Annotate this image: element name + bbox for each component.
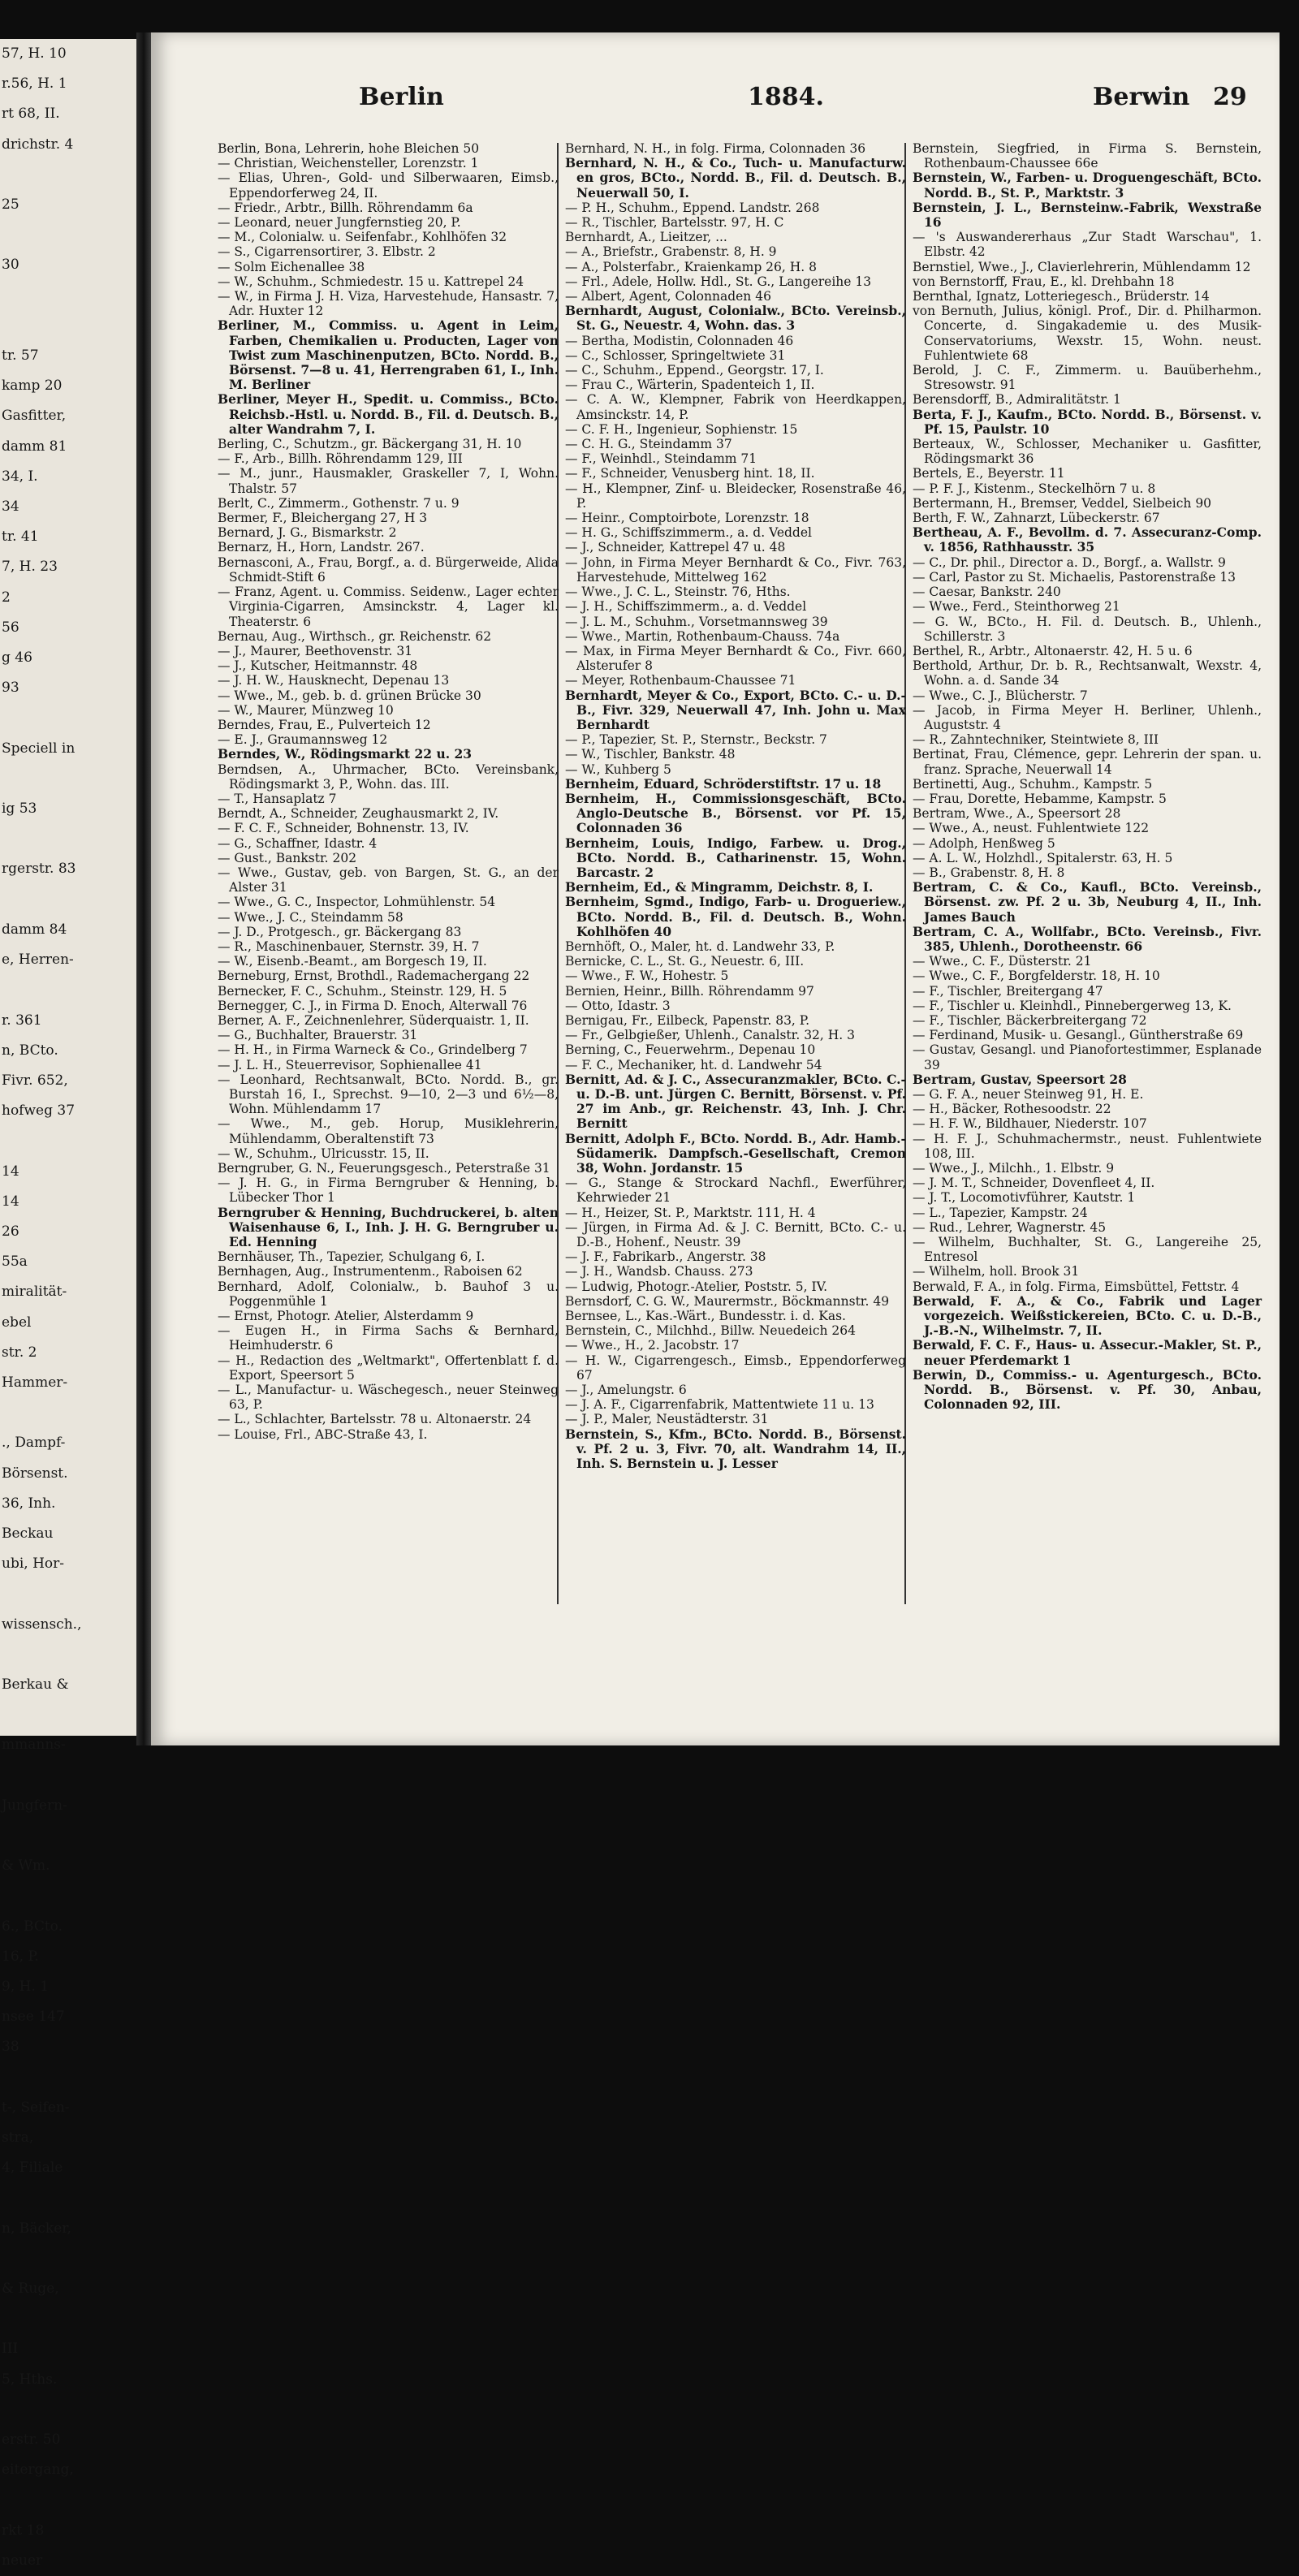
directory-entry: — B., Grabenstr. 8, H. 8 — [913, 865, 1065, 880]
facing-page-line: 56 — [2, 619, 19, 636]
facing-page-line: 14 — [2, 1193, 19, 1210]
facing-page-line: eitergang, — [2, 2462, 74, 2479]
directory-entry: Bernstein, C., Milchhd., Billw. Neuedeich 264 — [565, 1323, 856, 1339]
directory-entry: — Gustav, Gesangl. und Pianofortestimmer, Esplanade 39 — [913, 1042, 1262, 1072]
directory-entry: Bernecker, F. C., Schuhm., Steinstr. 129, H. 5 — [218, 983, 507, 999]
directory-entry: — J., Maurer, Beethovenstr. 31 — [218, 643, 413, 658]
directory-entry: — Leonard, neuer Jungfernstieg 20, P. — [218, 215, 461, 231]
facing-page-line — [0, 1398, 136, 1428]
directory-entry: — F., Weinhdl., Steindamm 71 — [565, 451, 757, 467]
facing-page-line — [0, 1640, 136, 1670]
directory-entry: Bertinat, Frau, Clémence, gepr. Lehrerin der span. u. franz. Sprache, Neuerwall 14 — [913, 747, 1262, 777]
directory-entry: Bernasconi, A., Frau, Borgf., a. d. Bürgerweide, Alida Schmidt-Stift 6 — [218, 554, 559, 585]
directory-entry: Berliner, M., Commiss. u. Agent in Leim, Farben, Chemikalien u. Producten, Lager von Twist zum Maschinenputzen, BCto. Nordd. B., Börsenst. 7—8 u. 41, Herrengraben 61, I., Inh. M. Berliner — [218, 317, 559, 393]
facing-page-line: Speciell in — [2, 740, 76, 757]
directory-entry: — G., Buchhalter, Brauerstr. 31 — [218, 1028, 418, 1043]
directory-entry: — H. G., Schiffszimmerm., a. d. Veddel — [565, 525, 812, 541]
directory-entry: — Ludwig, Photogr.-Atelier, Poststr. 5, IV. — [565, 1279, 828, 1294]
directory-entry: — Solm Eichenallee 38 — [218, 259, 365, 274]
directory-entry: — H. W., Cigarrengesch., Eimsb., Eppendorferweg 67 — [565, 1353, 906, 1383]
directory-entry: — J. L. M., Schuhm., Vorsetmannsweg 39 — [565, 614, 828, 629]
directory-entry: Berling, C., Schutzm., gr. Bäckergang 31, H. 10 — [218, 437, 522, 452]
facing-page-line: Beckau — [2, 1525, 54, 1542]
directory-entry: — Friedr., Arbtr., Billh. Röhrendamm 6a — [218, 200, 473, 215]
directory-entry: Bernhardt, A., Lieitzer, ... — [565, 230, 727, 245]
facing-page-line — [0, 885, 136, 915]
facing-page-line: Hammer- — [2, 1374, 68, 1391]
directory-entry: — Christian, Weichensteller, Lorenzstr. 1 — [218, 156, 479, 171]
header-year: 1884. — [748, 83, 824, 111]
directory-entry: — M., junr., Hausmakler, Graskeller 7, I, Wohn. Thalstr. 57 — [218, 466, 559, 496]
directory-entry: — G., Stange & Strockard Nachfl., Ewerführer, Kehrwieder 21 — [565, 1176, 906, 1206]
facing-page-line: n, BCto. — [2, 1042, 58, 1059]
facing-page-line — [0, 311, 136, 341]
directory-entry: — A. L. W., Holzhdl., Spitalerstr. 63, H. 5 — [913, 850, 1173, 865]
directory-entry: — J. F., Fabrikarb., Angerstr. 38 — [565, 1249, 766, 1265]
directory-entry: Bernhard, Adolf, Colonialw., b. Bauhof 3 u. Poggenmühle 1 — [218, 1279, 559, 1309]
directory-entry: Bernstein, S., Kfm., BCto. Nordd. B., Börsenst. v. Pf. 2 u. 3, Fivr. 70, alt. Wandrahm 14, II., Inh. S. Bernstein u. J. Lesser — [565, 1426, 906, 1472]
facing-page-line: 2 — [2, 589, 11, 606]
facing-page-line: g 46 — [2, 649, 32, 667]
facing-page-line: Fivr. 652, — [2, 1072, 68, 1089]
directory-entry: — Ferdinand, Musik- u. Gesangl., Güntherstraße 69 — [913, 1028, 1244, 1043]
facing-page-line — [0, 1126, 136, 1156]
directory-entry: — John, in Firma Meyer Bernhardt & Co., Fivr. 763, Harvestehude, Mittelweg 162 — [565, 554, 906, 585]
facing-page-line: rgerstr. 83 — [2, 861, 76, 878]
facing-page-line: 55a — [2, 1253, 28, 1271]
facing-page-line: 57, H. 10 — [2, 45, 67, 62]
directory-entry: Bertels, E., Beyerstr. 11 — [913, 466, 1065, 481]
facing-page-line: Berkau & — [2, 1676, 69, 1693]
directory-entry: Bernigau, Fr., Eilbeck, Papenstr. 83, P. — [565, 1012, 809, 1028]
directory-entry: Bernheim, Louis, Indigo, Farbew. u. Drog., BCto. Nordd. B., Catharinenstr. 15, Wohn. Barcastr. 2 — [565, 835, 906, 880]
facing-page-line: r.56, H. 1 — [2, 76, 67, 93]
directory-entry: — F., Tischler, Bäckerbreitergang 72 — [913, 1012, 1147, 1028]
facing-page-line: str. 2 — [2, 1344, 37, 1361]
facing-page-fragment — [0, 39, 139, 2569]
directory-entry: — Wwe., J. C., Steindamm 58 — [218, 909, 404, 925]
facing-page-line: 9, H. 1 — [2, 1978, 50, 1995]
directory-entry: — J. H., Wandsb. Chauss. 273 — [565, 1264, 753, 1279]
directory-column-3 — [913, 141, 1262, 1412]
directory-entry: Bernarz, H., Horn, Landstr. 267. — [218, 540, 425, 555]
facing-page-line: tr. 57 — [2, 347, 39, 365]
facing-page-line — [0, 2244, 136, 2274]
directory-entry: Berndsen, A., Uhrmacher, BCto. Vereinsbank, Rödingsmarkt 3, P., Wohn. das. III. — [218, 762, 559, 792]
directory-entry: Bernhardt, Meyer & Co., Export, BCto. C.- u. D.-B., Fivr. 329, Neuerwall 47, Inh. John u. Max Bernhardt — [565, 687, 906, 732]
directory-entry: — J. T., Locomotivführer, Kautstr. 1 — [913, 1190, 1136, 1206]
directory-entry: Bernheim, H., Commissionsgeschäft, BCto. Anglo-Deutsche B., Börsenst. vor Pf. 15, Colonnaden 36 — [565, 790, 906, 836]
directory-entry: — Ernst, Photogr. Atelier, Alsterdamm 9 — [218, 1309, 474, 1324]
directory-entry: — E. J., Graumannsweg 12 — [218, 732, 388, 748]
directory-entry: — Wwe., Martin, Rothenbaum-Chauss. 74a — [565, 628, 840, 644]
facing-page-line — [0, 2485, 136, 2515]
directory-entry: — Wwe., Ferd., Steinthorweg 21 — [913, 599, 1120, 615]
directory-entry: — F., Tischler, Breitergang 47 — [913, 983, 1103, 999]
directory-entry: Berndes, W., Rödingsmarkt 22 u. 23 — [218, 746, 473, 762]
directory-entry: Bernheim, Eduard, Schröderstiftstr. 17 u. 18 — [565, 775, 882, 792]
directory-entry: — M., Colonialw. u. Seifenfabr., Kohlhöfen 32 — [218, 230, 507, 245]
directory-entry: — W., Schuhm., Schmiedestr. 15 u. Kattrepel 24 — [218, 274, 524, 289]
book-gutter — [136, 32, 151, 1745]
directory-entry: Berndt, A., Schneider, Zeughausmarkt 2, IV. — [218, 806, 499, 822]
directory-entry: — F. C., Mechaniker, ht. d. Landwehr 54 — [565, 1057, 822, 1072]
facing-page-line — [0, 2395, 136, 2425]
directory-entry: — 's Auswandererhaus „Zur Stadt Warschau", 1. Elbstr. 42 — [913, 230, 1262, 260]
directory-entry: — F., Arb., Billh. Röhrendamm 129, III — [218, 451, 463, 467]
directory-entry: — Wwe., M., geb. Horup, Musiklehrerin, Mühlendamm, Oberaltenstift 73 — [218, 1116, 559, 1146]
directory-entry: — F., Tischler u. Kleinhdl., Pinnebergerweg 13, K. — [913, 998, 1232, 1013]
directory-entry: — Wwe., M., geb. b. d. grünen Brücke 30 — [218, 688, 481, 703]
directory-entry: — W., Kuhberg 5 — [565, 762, 671, 777]
facing-page-line: ebel — [2, 1314, 32, 1331]
directory-entry: — Wwe., G. C., Inspector, Lohmühlenstr. 54 — [218, 895, 496, 910]
directory-entry: — A., Polsterfabr., Kraienkamp 26, H. 8 — [565, 259, 817, 274]
directory-entry: Bernhäuser, Th., Tapezier, Schulgang 6, I. — [218, 1249, 486, 1265]
directory-entry: — H. F. J., Schuhmachermstr., neust. Fuhlentwiete 108, III. — [913, 1131, 1262, 1161]
directory-entry: Bermer, F., Bleichergang 27, H 3 — [218, 511, 428, 526]
directory-entry: Bertermann, H., Bremser, Veddel, Sielbeich 90 — [913, 495, 1212, 511]
facing-page-line — [0, 220, 136, 250]
header-right-running-title: Berwin — [1093, 83, 1190, 111]
directory-entry: Bertram, Wwe., A., Speersort 28 — [913, 806, 1121, 822]
directory-entry: Bernicke, C. L., St. G., Neuestr. 6, III. — [565, 954, 805, 969]
directory-entry: — J. H., Schiffszimmerm., a. d. Veddel — [565, 599, 807, 615]
directory-entry: — Frau C., Wärterin, Spadenteich 1, II. — [565, 378, 815, 393]
directory-entry: — R., Zahntechniker, Steintwiete 8, III — [913, 732, 1159, 748]
directory-entry: — Fr., Gelbgießer, Uhlenh., Canalstr. 32, H. 3 — [565, 1028, 855, 1043]
directory-entry: — L., Tapezier, Kampstr. 24 — [913, 1205, 1088, 1220]
directory-entry: — W., Eisenb.-Beamt., am Borgesch 19, II. — [218, 954, 487, 969]
directory-entry: — W., Tischler, Bankstr. 48 — [565, 747, 736, 762]
directory-entry: — Jürgen, in Firma Ad. & J. C. Bernitt, BCto. C.- u. D.-B., Hohenf., Neustr. 39 — [565, 1219, 906, 1250]
directory-entry: — Caesar, Bankstr. 240 — [913, 585, 1061, 600]
directory-entry: von Bernuth, Julius, königl. Prof., Dir. d. Philharmon. Concerte, d. Singakademie u. des Musik-Conservatoriums, Wexstr. 15, Wohn. neust. Fuhlentwiete 68 — [913, 304, 1262, 363]
directory-entry: Berth, F. W., Zahnarzt, Lübeckerstr. 67 — [913, 511, 1160, 526]
directory-entry: — Albert, Agent, Colonnaden 46 — [565, 289, 771, 304]
facing-page-line: drichstr. 4 — [2, 136, 74, 153]
directory-entry: Berthel, R., Arbtr., Altonaerstr. 42, H. 5 u. 6 — [913, 643, 1193, 658]
directory-entry: — Wwe., F. W., Hohestr. 5 — [565, 969, 729, 984]
directory-entry: — Bertha, Modistin, Colonnaden 46 — [565, 333, 794, 348]
directory-entry: Bernstiel, Wwe., J., Clavierlehrerin, Mühlendamm 12 — [913, 259, 1251, 274]
facing-page-line: rt 68, II. — [2, 106, 60, 123]
facing-page-line: 14 — [2, 1163, 19, 1180]
facing-page-line: mmanns- — [2, 1737, 66, 1754]
directory-column-2 — [565, 141, 906, 1471]
directory-entry: — H., Bäcker, Rothesoodstr. 22 — [913, 1102, 1111, 1117]
directory-entry: — J., Schneider, Kattrepel 47 u. 48 — [565, 540, 786, 555]
directory-entry: — Wwe., J. C. L., Steinstr. 76, Hths. — [565, 585, 791, 600]
directory-entry: — Wilhelm, holl. Brook 31 — [913, 1264, 1080, 1279]
directory-entry: — R., Tischler, Bartelsstr. 97, H. C — [565, 215, 784, 231]
directory-entry: — S., Cigarrensortirer, 3. Elbstr. 2 — [218, 244, 436, 260]
directory-entry: Bertram, C. A., Wollfabr., BCto. Vereinsb., Fivr. 385, Uhlenh., Dorotheenstr. 66 — [913, 923, 1262, 954]
directory-entry: — Wwe., H., 2. Jacobstr. 17 — [565, 1338, 740, 1353]
directory-entry: — Max, in Firma Meyer Bernhardt & Co., Fivr. 660, Alsterufer 8 — [565, 643, 906, 674]
directory-entry: Bernsee, L., Kas.-Wärt., Bundesstr. i. d. Kas. — [565, 1309, 846, 1324]
facing-page-line: neuer — [2, 2552, 43, 2569]
directory-entry: Berthold, Arthur, Dr. b. R., Rechtsanwalt, Wexstr. 4, Wohn. a. d. Sande 34 — [913, 658, 1262, 688]
page-number: 29 — [1213, 83, 1247, 111]
facing-page-line: damm 84 — [2, 921, 67, 938]
directory-entry: Bertinetti, Aug., Schuhm., Kampstr. 5 — [913, 776, 1153, 792]
facing-page-line: 34, I. — [2, 468, 38, 485]
directory-entry: — R., Maschinenbauer, Sternstr. 39, H. 7 — [218, 938, 480, 954]
directory-entry: — J. P., Maler, Neustädterstr. 31 — [565, 1412, 769, 1427]
directory-entry: Berta, F. J., Kaufm., BCto. Nordd. B., Börsenst. v. Pf. 15, Paulstr. 10 — [913, 406, 1262, 437]
facing-page-line — [0, 1579, 136, 1609]
directory-entry: Bernien, Heinr., Billh. Röhrendamm 97 — [565, 983, 814, 999]
facing-page-line — [0, 1700, 136, 1730]
facing-page-line: 36, Inh. — [2, 1495, 56, 1512]
directory-entry: — C. H. G., Steindamm 37 — [565, 437, 732, 452]
facing-page-line — [0, 703, 136, 733]
facing-page-line — [0, 975, 136, 1005]
directory-entry: — Frl., Adele, Hollw. Hdl., St. G., Langereihe 13 — [565, 274, 872, 289]
facing-page-line: 5, Hths. — [2, 2371, 58, 2388]
facing-page-line: t-, Seifen- — [2, 2099, 70, 2116]
directory-entry: — H., Klempner, Zinf- u. Bleidecker, Rosenstraße 46, P. — [565, 481, 906, 511]
directory-entry: — L., Manufactur- u. Wäschegesch., neuer Steinweg 63, P. — [218, 1383, 559, 1413]
directory-entry: Berning, C., Feuerwehrm., Depenau 10 — [565, 1042, 816, 1058]
directory-entry: Bernstein, Siegfried, in Firma S. Bernstein, Rothenbaum-Chaussee 66e — [913, 141, 1262, 171]
directory-entry: Berwald, F. A., & Co., Fabrik und Lager vorgezeich. Weißstickereien, BCto. C. u. D.-B., J.-B.-N., Wilhelmstr. 7, II. — [913, 1292, 1262, 1339]
facing-page-line — [0, 281, 136, 311]
directory-entry: — Wwe., C. F., Borgfelderstr. 18, H. 10 — [913, 969, 1160, 984]
directory-entry: Berwald, F. C. F., Haus- u. Assecur.-Makler, St. P., neuer Pferdemarkt 1 — [913, 1337, 1262, 1368]
directory-entry: — H., Redaction des „Weltmarkt", Offertenblatt f. d. Export, Speersort 5 — [218, 1353, 559, 1383]
facing-page-line — [0, 1881, 136, 1911]
directory-entry: — W., Maurer, Münzweg 10 — [218, 702, 394, 718]
facing-page-line: r. 361 — [2, 1012, 42, 1029]
directory-entry: Bernthal, Ignatz, Lotteriegesch., Brüderstr. 14 — [913, 289, 1210, 304]
directory-entry: — J. L. H., Steuerrevisor, Sophienallee 41 — [218, 1057, 482, 1072]
facing-page-line: wissensch., — [2, 1616, 82, 1633]
directory-entry: Bernhard, N. H., & Co., Tuch- u. Manufacturw. en gros, BCto., Nordd. B., Fil. d. Deutsch. B., Neuerwall 50, I. — [565, 155, 906, 201]
facing-page-line — [0, 1821, 136, 1851]
facing-page-line: e, Herren- — [2, 951, 74, 969]
directory-entry: — J. H. W., Hausknecht, Depenau 13 — [218, 673, 450, 688]
directory-entry: — Rud., Lehrer, Wagnerstr. 45 — [913, 1219, 1107, 1235]
directory-entry: Bernstein, J. L., Bernsteinw.-Fabrik, Wexstraße 16 — [913, 199, 1262, 231]
directory-entry: — Wwe., C. J., Blücherstr. 7 — [913, 688, 1088, 703]
page-header — [208, 83, 1263, 132]
facing-page-line: damm 81 — [2, 438, 67, 455]
directory-entry: Bernard, J. G., Bismarkstr. 2 — [218, 525, 397, 541]
directory-entry: — Adolph, Henßweg 5 — [913, 835, 1055, 851]
directory-entry: Berneburg, Ernst, Brothdl., Rademachergang 22 — [218, 969, 530, 984]
facing-page-line: 7, H. 23 — [2, 559, 58, 576]
directory-entry: — C. F. H., Ingenieur, Sophienstr. 15 — [565, 421, 798, 437]
directory-entry: Bernau, Aug., Wirthsch., gr. Reichenstr. 62 — [218, 628, 492, 644]
directory-entry: — Gust., Bankstr. 202 — [218, 850, 357, 865]
directory-entry: Bernegger, C. J., in Firma D. Enoch, Alterwall 76 — [218, 998, 528, 1013]
directory-entry: Berndes, Frau, E., Pulverteich 12 — [218, 717, 431, 732]
directory-entry: — J. A. F., Cigarrenfabrik, Mattentwiete 11 u. 13 — [565, 1397, 874, 1413]
directory-entry: Bertram, Gustav, Speersort 28 — [913, 1071, 1127, 1087]
facing-page-line — [0, 2063, 136, 2093]
directory-entry: — P. H., Schuhm., Eppend. Landstr. 268 — [565, 200, 820, 215]
directory-entry: — H. H., in Firma Warneck & Co., Grindelberg 7 — [218, 1042, 528, 1058]
directory-entry: Berteaux, W., Schlosser, Mechaniker u. Gasfitter, Rödingsmarkt 36 — [913, 437, 1262, 467]
directory-entry: — P. F. J., Kistenm., Steckelhörn 7 u. 8 — [913, 481, 1156, 496]
facing-page-line: rkt 18 — [2, 2522, 45, 2539]
facing-page-line — [0, 764, 136, 794]
facing-page-line: miralität- — [2, 1284, 67, 1301]
facing-page-line: & Ruge, — [2, 2280, 59, 2298]
header-left-running-title: Berlin — [359, 83, 444, 111]
facing-page-lines — [0, 39, 136, 2576]
facing-page-line: 26 — [2, 1223, 19, 1240]
facing-page-line: tr. 41 — [2, 529, 39, 546]
directory-entry: Berngruber, G. N., Feuerungsgesch., Peterstraße 31 — [218, 1161, 550, 1176]
directory-entry: — Wwe., Gustav, geb. von Bargen, St. G., an der Alster 31 — [218, 865, 559, 895]
directory-entry: — J., Kutscher, Heitmannstr. 48 — [218, 658, 418, 674]
facing-page-line: 38 — [2, 2039, 19, 2056]
directory-entry: Bernsdorf, C. G. W., Maurermstr., Böckmannstr. 49 — [565, 1293, 890, 1309]
facing-page-line: 25 — [2, 196, 19, 214]
directory-entry: Berlin, Bona, Lehrerin, hohe Bleichen 50 — [218, 141, 480, 156]
facing-page-line — [0, 2304, 136, 2334]
facing-page-line: III — [2, 2341, 19, 2358]
facing-page-line: Gasfitter, — [2, 408, 67, 425]
directory-entry: Berensdorff, B., Admiralitätstr. 1 — [913, 392, 1121, 408]
facing-page-line: n, Bäcker, — [2, 2220, 71, 2237]
directory-entry: Bernhard, N. H., in folg. Firma, Colonnaden 36 — [565, 141, 866, 156]
facing-page-line: ig 53 — [2, 800, 37, 818]
directory-entry: — W., in Firma J. H. Viza, Harvestehude, Hansastr. 7, Adr. Huxter 12 — [218, 289, 559, 319]
facing-page-line: stra, — [2, 2129, 34, 2147]
directory-entry: — Franz, Agent. u. Commiss. Seidenw., Lager echter Virginia-Cigarren, Amsinckstr. 4, Lager kl. Theaterstr. 6 — [218, 585, 559, 629]
directory-entry: Berliner, Meyer H., Spedit. u. Commiss., BCto. Reichsb.-Hstl. u. Nordd. B., Fil. d. Deutsch. B., alter Wandrahm 7, I. — [218, 391, 559, 437]
directory-entry: Bernhagen, Aug., Instrumentenm., Raboisen 62 — [218, 1264, 523, 1279]
facing-page-line — [0, 1761, 136, 1791]
directory-entry: — Wwe., C. F., Düsterstr. 21 — [913, 954, 1092, 969]
directory-entry: — W., Schuhm., Ulricusstr. 15, II. — [218, 1146, 429, 1161]
directory-entry: Bertram, C. & Co., Kaufl., BCto. Vereinsb., Börsenst. zw. Pf. 2 u. 3b, Neuburg 4, II., Inh. James Bauch — [913, 879, 1262, 925]
directory-entry: Bernitt, Adolph F., BCto. Nordd. B., Adr. Hamb.-Südamerik. Dampfsch.-Gesellschaft, Cremon 38, Wohn. Jordanstr. 15 — [565, 1130, 906, 1176]
facing-page-line: & Wm. — [2, 1858, 50, 1875]
directory-entry: — Louise, Frl., ABC-Straße 43, I. — [218, 1426, 428, 1442]
directory-entry: Bernhöft, O., Maler, ht. d. Landwehr 33, P. — [565, 938, 835, 954]
directory-entry: Bernheim, Sgmd., Indigo, Farb- u. Drogueriew., BCto. Nordd. B., Fil. d. Deutsch. B., Wohn. Kohlhöfen 40 — [565, 894, 906, 939]
facing-page-line: Börsenst. — [2, 1465, 68, 1482]
directory-entry: — Wilhelm, Buchhalter, St. G., Langereihe 25, Entresol — [913, 1235, 1262, 1265]
directory-entry: Berngruber & Henning, Buchdruckerei, b. alten Waisenhause 6, I., Inh. J. H. G. Berngruber u. Ed. Henning — [218, 1204, 559, 1250]
directory-entry: — Heinr., Comptoirbote, Lorenzstr. 18 — [565, 511, 809, 526]
directory-entry: — G. W., BCto., H. Fil. d. Deutsch. B., Uhlenh., Schillerstr. 3 — [913, 614, 1262, 644]
facing-page-line: 4, Filiale — [2, 2160, 63, 2177]
directory-entry: — T., Hansaplatz 7 — [218, 791, 337, 806]
facing-page-line: nsee 147 — [2, 2009, 65, 2026]
directory-entry: — Otto, Idastr. 3 — [565, 998, 671, 1013]
directory-entry: — C., Dr. phil., Director a. D., Borgf., a. Wallstr. 9 — [913, 554, 1226, 570]
directory-entry: Bertheau, A. F., Bevollm. d. 7. Assecuranz-Comp. v. 1856, Rathhausstr. 35 — [913, 524, 1262, 555]
directory-entry: Bernstein, W., Farben- u. Droguengeschäft, BCto. Nordd. B., St. P., Marktstr. 3 — [913, 170, 1262, 201]
directory-entry: — C., Schlosser, Springeltwiete 31 — [565, 347, 786, 363]
directory-entry: — H., Heizer, St. P., Marktstr. 111, H. 4 — [565, 1205, 816, 1220]
facing-page-line — [0, 824, 136, 854]
facing-page-line: 34 — [2, 498, 19, 516]
directory-entry: Berlt, C., Zimmerm., Gothenstr. 7 u. 9 — [218, 495, 460, 511]
directory-entry: — F. C. F., Schneider, Bohnenstr. 13, IV. — [218, 821, 469, 836]
directory-entry: — F., Schneider, Venusberg hint. 18, II. — [565, 466, 815, 481]
directory-entry: Berwald, F. A., in folg. Firma, Eimsbüttel, Fettstr. 4 — [913, 1279, 1240, 1294]
directory-entry: — G., Schaffner, Idastr. 4 — [218, 835, 378, 851]
directory-entry: Bernheim, Ed., & Mingramm, Deichstr. 8, I. — [565, 879, 874, 895]
directory-entry: — Meyer, Rothenbaum-Chaussee 71 — [565, 673, 796, 688]
facing-page-line — [0, 160, 136, 190]
directory-entry: — J. D., Protgesch., gr. Bäckergang 83 — [218, 924, 462, 939]
directory-column-1 — [218, 141, 559, 1442]
directory-entry: — A., Briefstr., Grabenstr. 8, H. 9 — [565, 244, 777, 260]
directory-entry: — Eugen H., in Firma Sachs & Bernhard, Heimhuderstr. 6 — [218, 1323, 559, 1353]
facing-page-line: Jungfern- — [2, 1797, 67, 1814]
facing-page-line: 30 — [2, 257, 19, 274]
directory-entry: — J. M. T., Schneider, Dovenfleet 4, II. — [913, 1176, 1155, 1191]
directory-entry: — Carl, Pastor zu St. Michaelis, Pastorenstraße 13 — [913, 569, 1236, 585]
facing-page-line: ., Dampf- — [2, 1435, 66, 1452]
facing-page-line: 6., BCto. — [2, 1918, 63, 1935]
directory-entry: von Bernstorff, Frau, E., kl. Drehbahn 18 — [913, 274, 1175, 289]
directory-entry: — J. H. G., in Firma Berngruber & Henning, b. Lübecker Thor 1 — [218, 1176, 559, 1206]
facing-page-line — [0, 2183, 136, 2213]
facing-page-line: kamp 20 — [2, 378, 63, 395]
directory-entry: — C., Schuhm., Eppend., Georgstr. 17, I. — [565, 363, 824, 378]
directory-entry: — Frau, Dorette, Hebamme, Kampstr. 5 — [913, 791, 1167, 806]
facing-page-line: ubi, Hor- — [2, 1556, 65, 1573]
directory-entry: — Elias, Uhren-, Gold- und Silberwaaren, Eimsb., Eppendorferweg 24, II. — [218, 170, 559, 201]
directory-entry: — Wwe., A., neust. Fuhlentwiete 122 — [913, 821, 1150, 836]
directory-page — [151, 32, 1280, 1745]
directory-entry: — Wwe., J., Milchh., 1. Elbstr. 9 — [913, 1161, 1115, 1176]
directory-entry: — J., Amelungstr. 6 — [565, 1383, 687, 1398]
facing-page-line: 93 — [2, 680, 19, 697]
directory-entry: Bernitt, Ad. & J. C., Assecuranzmakler, BCto. C.- u. D.-B. unt. Jürgen C. Bernitt, Börsenst. v. Pf. 27 im Anb., gr. Reichenstr. 43, Inh. J. Chr. Bernitt — [565, 1071, 906, 1132]
directory-entry: Berner, A. F., Zeichnenlehrer, Süderquaistr. 1, II. — [218, 1012, 529, 1028]
directory-entry: — H. F. W., Bildhauer, Niederstr. 107 — [913, 1116, 1147, 1132]
directory-entry: — G. F. A., neuer Steinweg 91, H. E. — [913, 1087, 1144, 1102]
directory-entry: — P., Tapezier, St. P., Sternstr., Beckstr. 7 — [565, 732, 827, 748]
directory-entry: Berold, J. C. F., Zimmerm. u. Bauüberhehm., Stresowstr. 91 — [913, 363, 1262, 393]
facing-page-line: 16, P. — [2, 1948, 39, 1965]
facing-page-line: hofweg 37 — [2, 1102, 76, 1120]
directory-entry: Berwin, D., Commiss.- u. Agenturgesch., BCto. Nordd. B., Börsenst. v. Pf. 30, Anbau, Colonnaden 92, III. — [913, 1366, 1262, 1413]
directory-entry: — Jacob, in Firma Meyer H. Berliner, Uhlenh., Auguststr. 4 — [913, 702, 1262, 732]
directory-entry: — L., Schlachter, Bartelsstr. 78 u. Altonaerstr. 24 — [218, 1412, 532, 1427]
directory-entry: Bernhardt, August, Colonialw., BCto. Vereinsb., St. G., Neuestr. 4, Wohn. das. 3 — [565, 303, 906, 334]
directory-entry: — C. A. W., Klempner, Fabrik von Heerdkappen, Amsinckstr. 14, P. — [565, 392, 906, 422]
directory-entry: — Leonhard, Rechtsanwalt, BCto. Nordd. B., gr. Burstah 16, I., Sprechst. 9—10, 2—3 und 6½—8, Wohn. Mühlendamm 17 — [218, 1072, 559, 1117]
facing-page-line: erstr. 50 — [2, 2431, 61, 2449]
